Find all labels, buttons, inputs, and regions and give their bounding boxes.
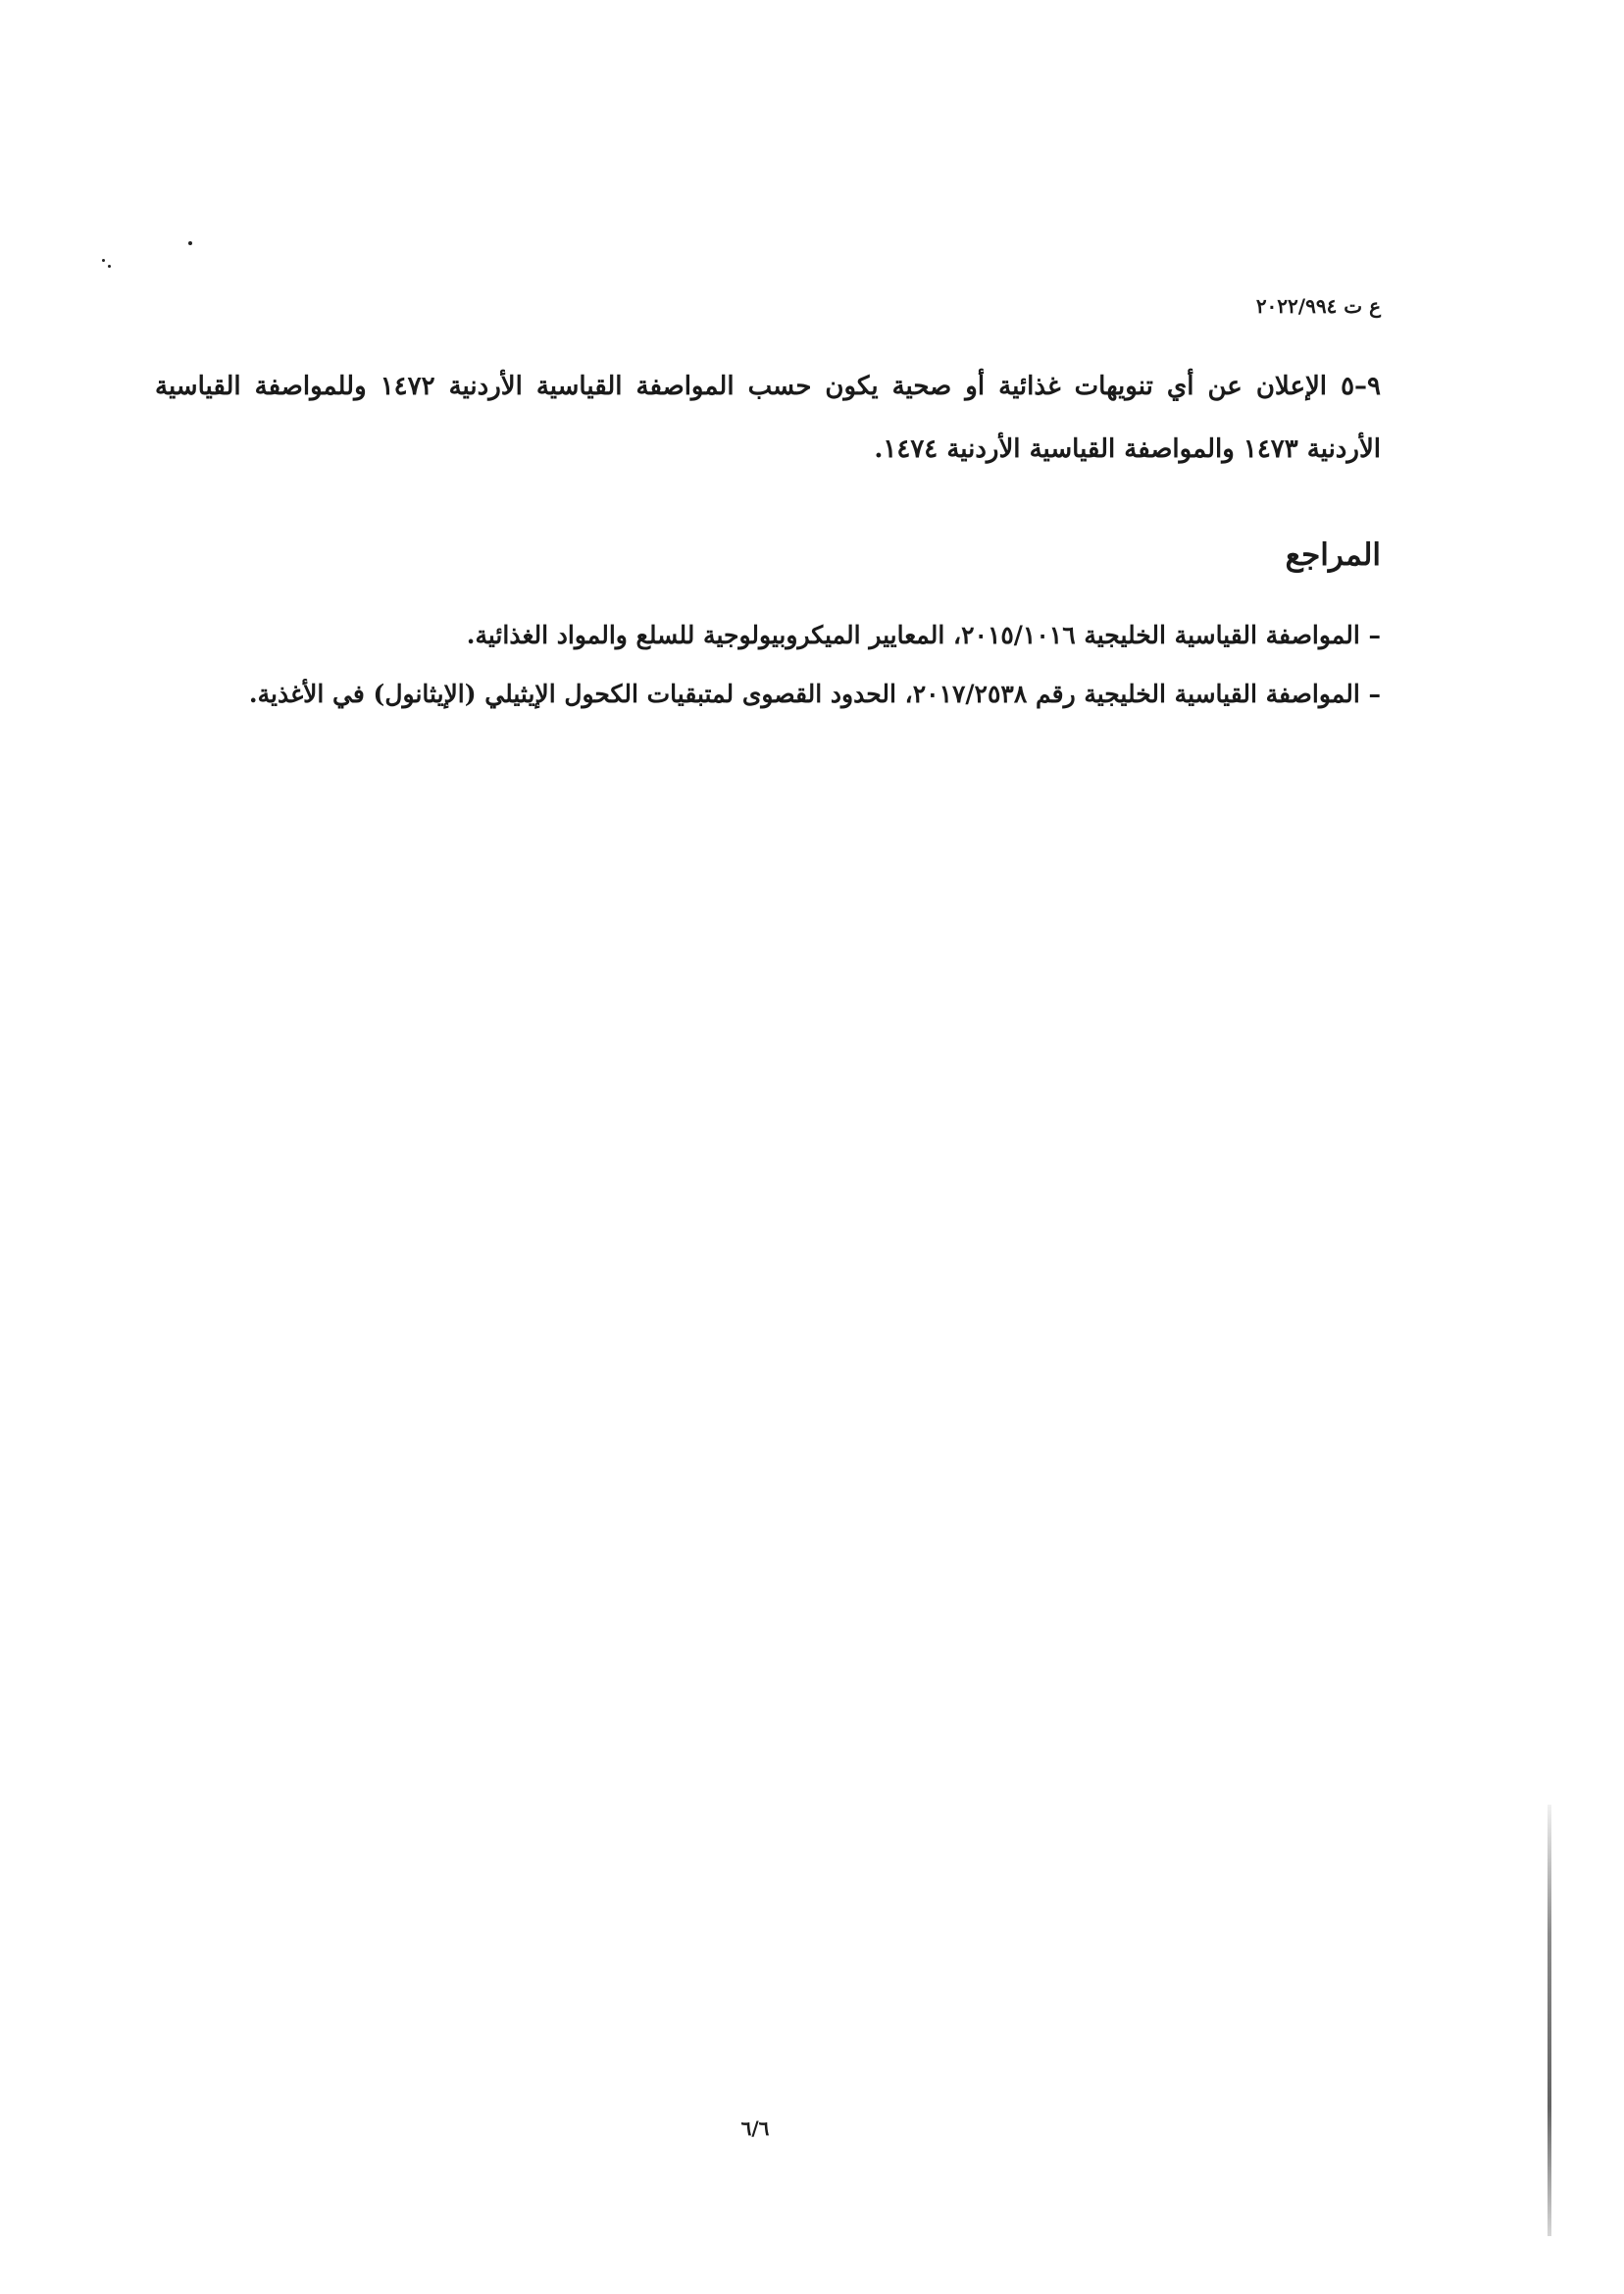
scan-speck xyxy=(108,265,111,268)
page-number: ٦/٦ xyxy=(740,2116,770,2140)
scan-speck xyxy=(102,259,105,262)
reference-item: – المواصفة القياسية الخليجية ٢٠١٥/١٠١٦، المعايير الميكروبيولوجية للسلع والمواد الغذائية. xyxy=(466,621,1381,649)
references-list xyxy=(155,606,1381,724)
scan-edge-line xyxy=(1548,1805,1551,2236)
reference-item: – المواصفة القياسية الخليجية رقم ٢٠١٧/٢٥٣٨، الحدود القصوى لمتبقيات الكحول الإيثيلي (الإيثانول) في الأغذية. xyxy=(248,680,1381,708)
clause-9-5-paragraph: ٩–٥ الإعلان عن أي تنويهات غذائية أو صحية يكون حسب المواصفة القياسية الأردنية ١٤٧٢ وللمواصفة القياسية الأردنية ١٤٧٣ والمواصفة القياسية الأردنية ١٤٧٤. xyxy=(155,372,1381,464)
scan-speck xyxy=(188,241,192,245)
document-reference-number: ع ت ٢٠٢٢/٩٩٤ xyxy=(1255,294,1381,318)
references-heading: المراجع xyxy=(1285,537,1381,573)
